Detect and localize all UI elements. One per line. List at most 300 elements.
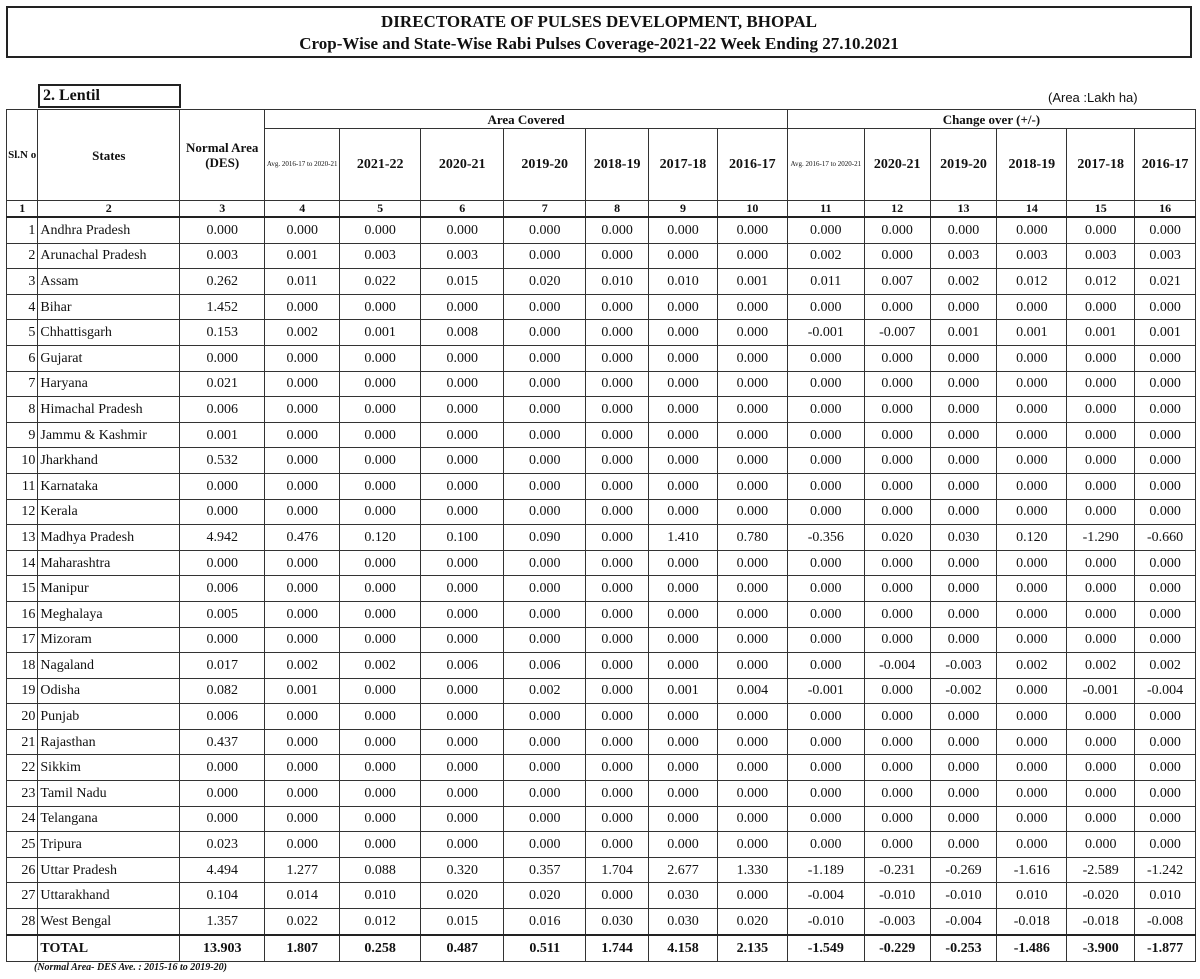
table-cell: 0.000 (649, 704, 718, 730)
table-cell: 0.000 (504, 345, 586, 371)
table-cell: 0.000 (586, 422, 649, 448)
table-cell: 0.000 (340, 755, 421, 781)
table-cell: 0.000 (864, 345, 930, 371)
table-row (7, 781, 1196, 807)
table-cell: 0.000 (340, 448, 421, 474)
col-avg-header: Avg. 2016-17 to 2020-21 (265, 129, 340, 201)
table-cell: 0.000 (717, 499, 787, 525)
table-cell: 0.005 (180, 601, 265, 627)
table-cell: 0.000 (787, 704, 864, 730)
table-cell: 1.330 (717, 857, 787, 883)
table-cell: 0.000 (586, 832, 649, 858)
total-cell: 0.258 (340, 935, 421, 962)
table-cell: 0.000 (504, 806, 586, 832)
table-cell: 0.000 (864, 704, 930, 730)
row-state: Meghalaya (38, 601, 180, 627)
table-cell: 0.000 (717, 729, 787, 755)
table-cell: 0.000 (180, 806, 265, 832)
table-cell: 0.001 (930, 320, 997, 346)
table-cell: 0.000 (504, 576, 586, 602)
table-cell: 0.000 (1135, 781, 1196, 807)
row-serial: 16 (7, 601, 38, 627)
table-cell: 0.002 (340, 653, 421, 679)
table-cell: 0.003 (180, 243, 265, 269)
table-cell: 0.000 (421, 781, 504, 807)
table-cell: 0.000 (997, 678, 1067, 704)
table-cell: 0.000 (649, 729, 718, 755)
row-serial: 26 (7, 857, 38, 883)
table-cell: 0.000 (930, 755, 997, 781)
table-cell: 0.016 (504, 909, 586, 935)
table-cell: 0.000 (421, 601, 504, 627)
table-cell: 0.000 (586, 320, 649, 346)
table-cell: 0.000 (717, 781, 787, 807)
table-cell: 0.008 (421, 320, 504, 346)
table-cell: 0.000 (586, 678, 649, 704)
col-normal-header: Normal Area (DES) (180, 110, 265, 201)
table-cell: -0.001 (787, 320, 864, 346)
table-cell: 0.000 (421, 371, 504, 397)
table-cell: 0.000 (586, 217, 649, 243)
table-cell: 0.000 (930, 832, 997, 858)
table-cell: 0.000 (504, 550, 586, 576)
table-cell: 0.000 (421, 473, 504, 499)
table-cell: 0.002 (930, 269, 997, 295)
change-over-group-header: Change over (+/-) (787, 110, 1195, 129)
table-cell: 0.004 (717, 678, 787, 704)
table-cell: 0.000 (930, 448, 997, 474)
table-cell: 0.000 (421, 448, 504, 474)
report-subtitle: Crop-Wise and State-Wise Rabi Pulses Coverage-2021-22 Week Ending 27.10.2021 (299, 34, 899, 53)
table-cell: 0.437 (180, 729, 265, 755)
table-cell: 0.023 (180, 832, 265, 858)
table-cell: 0.000 (1067, 806, 1135, 832)
table-cell: 0.003 (1067, 243, 1135, 269)
row-serial: 8 (7, 397, 38, 423)
table-cell: 0.000 (1135, 422, 1196, 448)
table-cell: 0.000 (586, 294, 649, 320)
table-cell: 0.000 (930, 576, 997, 602)
table-cell: 0.000 (1067, 422, 1135, 448)
table-cell: -0.001 (1067, 678, 1135, 704)
table-cell: 0.000 (1067, 550, 1135, 576)
table-cell: 0.000 (265, 448, 340, 474)
table-cell: 0.000 (504, 397, 586, 423)
footnote: (Normal Area- DES Ave. : 2015-16 to 2019-20) (34, 962, 227, 973)
table-cell: 0.262 (180, 269, 265, 295)
table-cell: 0.000 (787, 755, 864, 781)
table-cell: -0.004 (1135, 678, 1196, 704)
table-cell: 0.000 (340, 397, 421, 423)
total-cell: 1.807 (265, 935, 340, 962)
table-cell: 0.000 (586, 550, 649, 576)
table-cell: 0.000 (504, 832, 586, 858)
table-cell: 0.000 (586, 576, 649, 602)
table-cell: 0.000 (586, 883, 649, 909)
table-cell: 0.000 (997, 217, 1067, 243)
table-row (7, 883, 1196, 909)
table-cell: 0.000 (504, 473, 586, 499)
table-cell: 0.000 (997, 729, 1067, 755)
table-row (7, 627, 1196, 653)
row-serial: 2 (7, 243, 38, 269)
row-state: Tripura (38, 832, 180, 858)
row-serial: 20 (7, 704, 38, 730)
table-cell: 0.000 (997, 422, 1067, 448)
row-state: Tamil Nadu (38, 781, 180, 807)
table-cell: 0.000 (717, 448, 787, 474)
table-cell: 0.000 (930, 217, 997, 243)
table-cell: 0.000 (180, 781, 265, 807)
table-cell: 0.000 (649, 345, 718, 371)
table-cell: 0.000 (340, 473, 421, 499)
total-cell: -0.229 (864, 935, 930, 962)
table-cell: 0.012 (1067, 269, 1135, 295)
table-cell: 0.000 (787, 653, 864, 679)
table-cell: -1.290 (1067, 525, 1135, 551)
table-cell: 0.000 (864, 550, 930, 576)
table-cell: 0.000 (930, 397, 997, 423)
row-serial: 13 (7, 525, 38, 551)
table-cell: 0.000 (649, 448, 718, 474)
table-cell: 0.000 (864, 243, 930, 269)
row-state: Arunachal Pradesh (38, 243, 180, 269)
table-cell: 0.020 (504, 883, 586, 909)
table-cell: 0.000 (421, 627, 504, 653)
table-cell: 0.000 (717, 704, 787, 730)
table-body (7, 217, 1196, 961)
table-cell: 0.000 (265, 422, 340, 448)
table-cell: 0.000 (504, 422, 586, 448)
col-area-year-header: 2017-18 (649, 129, 718, 201)
row-state: Bihar (38, 294, 180, 320)
table-cell: 0.003 (930, 243, 997, 269)
table-cell: 0.000 (930, 601, 997, 627)
unit-note: (Area :Lakh ha) (1048, 90, 1138, 105)
table-cell: 0.015 (421, 269, 504, 295)
table-cell: 0.000 (180, 755, 265, 781)
table-cell: 0.000 (421, 576, 504, 602)
table-cell: 0.000 (421, 832, 504, 858)
table-cell: 0.002 (787, 243, 864, 269)
table-cell: 0.000 (1067, 371, 1135, 397)
col-sl-header: Sl.N o (7, 110, 38, 201)
table-cell: 0.000 (180, 473, 265, 499)
table-row (7, 729, 1196, 755)
col-number: 7 (504, 201, 586, 218)
table-row (7, 320, 1196, 346)
table-cell: 0.000 (265, 806, 340, 832)
table-cell: 0.001 (649, 678, 718, 704)
table-cell: 0.000 (1067, 601, 1135, 627)
col-number: 6 (421, 201, 504, 218)
table-cell: 0.000 (787, 397, 864, 423)
table-cell: 0.000 (421, 294, 504, 320)
table-cell: 0.000 (864, 294, 930, 320)
row-state: Gujarat (38, 345, 180, 371)
table-cell: 0.153 (180, 320, 265, 346)
table-cell: 0.780 (717, 525, 787, 551)
table-cell: 0.002 (1067, 653, 1135, 679)
table-row (7, 525, 1196, 551)
table-cell: 0.000 (586, 448, 649, 474)
table-cell: 0.000 (864, 832, 930, 858)
table-cell: 0.000 (1067, 832, 1135, 858)
row-serial: 5 (7, 320, 38, 346)
table-cell: 0.000 (649, 397, 718, 423)
total-cell: -1.486 (997, 935, 1067, 962)
table-cell: -0.007 (864, 320, 930, 346)
col-area-year-header: 2020-21 (421, 129, 504, 201)
table-cell: 0.000 (649, 781, 718, 807)
table-cell: 0.000 (265, 781, 340, 807)
table-cell: 0.000 (649, 473, 718, 499)
row-state: Karnataka (38, 473, 180, 499)
table-cell: 0.020 (864, 525, 930, 551)
table-row (7, 909, 1196, 935)
table-cell: 0.000 (1067, 448, 1135, 474)
table-cell: 0.000 (265, 576, 340, 602)
table-cell: 0.000 (421, 550, 504, 576)
row-serial: 12 (7, 499, 38, 525)
table-cell: 0.010 (997, 883, 1067, 909)
table-cell: 0.000 (1067, 473, 1135, 499)
table-cell: -0.010 (930, 883, 997, 909)
total-cell: -3.900 (1067, 935, 1135, 962)
table-cell: 0.000 (787, 371, 864, 397)
col-number: 13 (930, 201, 997, 218)
table-cell: 0.006 (180, 576, 265, 602)
table-cell: 0.000 (649, 371, 718, 397)
header-number-row (7, 201, 1196, 218)
table-cell: 0.000 (864, 806, 930, 832)
table-cell: 0.003 (340, 243, 421, 269)
table-cell: 0.001 (265, 243, 340, 269)
table-cell: 0.000 (649, 601, 718, 627)
table-cell: 0.030 (649, 883, 718, 909)
table-cell: 0.000 (586, 499, 649, 525)
table-cell: 0.000 (787, 601, 864, 627)
table-cell: 0.000 (586, 704, 649, 730)
table-cell: 0.000 (717, 576, 787, 602)
table-cell: 0.000 (421, 397, 504, 423)
table-cell: -1.189 (787, 857, 864, 883)
table-cell: 0.000 (504, 294, 586, 320)
table-cell: 0.000 (504, 601, 586, 627)
table-cell: -0.010 (787, 909, 864, 935)
table-cell: 0.082 (180, 678, 265, 704)
table-cell: 0.000 (340, 217, 421, 243)
table-cell: 0.001 (1067, 320, 1135, 346)
table-cell: 0.000 (787, 217, 864, 243)
table-cell: 0.000 (586, 601, 649, 627)
row-serial: 27 (7, 883, 38, 909)
table-cell: 0.000 (340, 806, 421, 832)
table-cell: 0.000 (265, 371, 340, 397)
col-area-year-header: 2018-19 (586, 129, 649, 201)
table-cell: 0.000 (586, 653, 649, 679)
table-cell: 0.000 (649, 576, 718, 602)
table-row (7, 755, 1196, 781)
table-cell: 0.000 (930, 627, 997, 653)
table-cell: 0.000 (864, 576, 930, 602)
table-cell: 0.000 (421, 217, 504, 243)
table-cell: 0.022 (340, 269, 421, 295)
table-cell: 0.030 (649, 909, 718, 935)
table-cell: 0.000 (997, 397, 1067, 423)
table-cell: 0.000 (1135, 806, 1196, 832)
table-cell: 0.000 (340, 729, 421, 755)
table-cell: 0.000 (1135, 345, 1196, 371)
table-cell: 0.000 (930, 422, 997, 448)
table-cell: 0.000 (504, 755, 586, 781)
table-cell: 0.000 (1067, 781, 1135, 807)
table-cell: 0.001 (997, 320, 1067, 346)
table-cell: 0.000 (586, 243, 649, 269)
table-cell: 0.020 (504, 269, 586, 295)
total-cell: -0.253 (930, 935, 997, 962)
table-cell: 0.000 (180, 345, 265, 371)
table-cell: 2.677 (649, 857, 718, 883)
table-cell: 0.002 (265, 320, 340, 346)
table-cell: 0.030 (930, 525, 997, 551)
table-cell: 0.003 (1135, 243, 1196, 269)
table-cell: 0.000 (864, 627, 930, 653)
table-cell: 0.000 (717, 217, 787, 243)
table-cell: 0.000 (787, 729, 864, 755)
table-cell: 0.001 (340, 320, 421, 346)
row-serial: 28 (7, 909, 38, 935)
table-cell: 0.000 (1067, 397, 1135, 423)
table-cell: 0.000 (864, 371, 930, 397)
table-cell: 0.000 (864, 217, 930, 243)
table-row (7, 550, 1196, 576)
table-cell: 0.001 (717, 269, 787, 295)
table-cell: 0.000 (1067, 755, 1135, 781)
table-cell: 0.012 (997, 269, 1067, 295)
table-cell: 0.000 (997, 704, 1067, 730)
table-cell: 0.320 (421, 857, 504, 883)
table-row (7, 448, 1196, 474)
table-cell: 0.014 (265, 883, 340, 909)
table-cell: 0.000 (864, 448, 930, 474)
row-serial: 11 (7, 473, 38, 499)
row-state: Rajasthan (38, 729, 180, 755)
table-cell: 0.000 (787, 473, 864, 499)
table-cell: 0.000 (717, 345, 787, 371)
table-cell: 0.000 (340, 704, 421, 730)
table-cell: 0.000 (1067, 627, 1135, 653)
col-change-year-header: 2016-17 (1135, 129, 1196, 201)
row-serial: 19 (7, 678, 38, 704)
table-cell: 0.000 (1135, 294, 1196, 320)
table-cell: -0.018 (1067, 909, 1135, 935)
table-cell: 0.000 (1135, 729, 1196, 755)
row-serial: 9 (7, 422, 38, 448)
table-cell: 1.704 (586, 857, 649, 883)
table-cell: 0.000 (787, 781, 864, 807)
table-cell: 1.410 (649, 525, 718, 551)
table-cell: 0.000 (997, 345, 1067, 371)
table-row (7, 473, 1196, 499)
table-cell: 0.000 (717, 243, 787, 269)
table-cell: 0.002 (265, 653, 340, 679)
table-cell: 0.000 (180, 217, 265, 243)
table-cell: 0.000 (421, 755, 504, 781)
table-cell: 0.000 (340, 781, 421, 807)
table-cell: 0.030 (586, 909, 649, 935)
table-cell: 0.088 (340, 857, 421, 883)
table-cell: 0.000 (340, 345, 421, 371)
table-row (7, 499, 1196, 525)
table-cell: 0.090 (504, 525, 586, 551)
table-cell: 0.000 (340, 371, 421, 397)
total-cell (7, 935, 38, 962)
table-cell: 0.000 (997, 550, 1067, 576)
table-row (7, 345, 1196, 371)
table-cell: 0.010 (649, 269, 718, 295)
table-cell: 0.000 (421, 345, 504, 371)
col-number: 11 (787, 201, 864, 218)
row-serial: 23 (7, 781, 38, 807)
table-cell: 0.476 (265, 525, 340, 551)
table-cell: 0.000 (997, 371, 1067, 397)
table-cell: 0.000 (864, 499, 930, 525)
crop-label: 2. Lentil (38, 84, 181, 108)
row-serial: 3 (7, 269, 38, 295)
table-cell: 0.000 (997, 627, 1067, 653)
table-cell: 0.000 (649, 627, 718, 653)
table-cell: 0.000 (787, 499, 864, 525)
table-cell: 0.000 (649, 294, 718, 320)
table-cell: -0.003 (864, 909, 930, 935)
row-serial: 22 (7, 755, 38, 781)
table-cell: 0.000 (1135, 627, 1196, 653)
coverage-table (6, 109, 1196, 962)
table-cell: 0.000 (421, 678, 504, 704)
table-cell: 0.020 (717, 909, 787, 935)
row-state: Chhattisgarh (38, 320, 180, 346)
row-serial: 6 (7, 345, 38, 371)
table-cell: -0.660 (1135, 525, 1196, 551)
table-cell: -0.004 (864, 653, 930, 679)
row-serial: 15 (7, 576, 38, 602)
col-area-year-header: 2016-17 (717, 129, 787, 201)
table-row (7, 678, 1196, 704)
table-cell: 0.000 (864, 397, 930, 423)
row-serial: 1 (7, 217, 38, 243)
table-cell: -0.010 (864, 883, 930, 909)
table-cell: 0.002 (997, 653, 1067, 679)
table-row (7, 653, 1196, 679)
table-cell: 0.007 (864, 269, 930, 295)
table-cell: 0.000 (504, 448, 586, 474)
table-cell: 0.000 (717, 601, 787, 627)
table-cell: -0.018 (997, 909, 1067, 935)
table-cell: 0.000 (649, 499, 718, 525)
table-cell: 0.120 (997, 525, 1067, 551)
table-cell: 1.452 (180, 294, 265, 320)
table-cell: 0.000 (504, 729, 586, 755)
table-cell: 0.000 (265, 550, 340, 576)
row-serial: 21 (7, 729, 38, 755)
table-cell: 0.000 (586, 806, 649, 832)
table-cell: 0.001 (180, 422, 265, 448)
table-cell: 1.277 (265, 857, 340, 883)
row-state: Jammu & Kashmir (38, 422, 180, 448)
header-group-row (7, 110, 1196, 129)
table-cell: 0.000 (930, 550, 997, 576)
